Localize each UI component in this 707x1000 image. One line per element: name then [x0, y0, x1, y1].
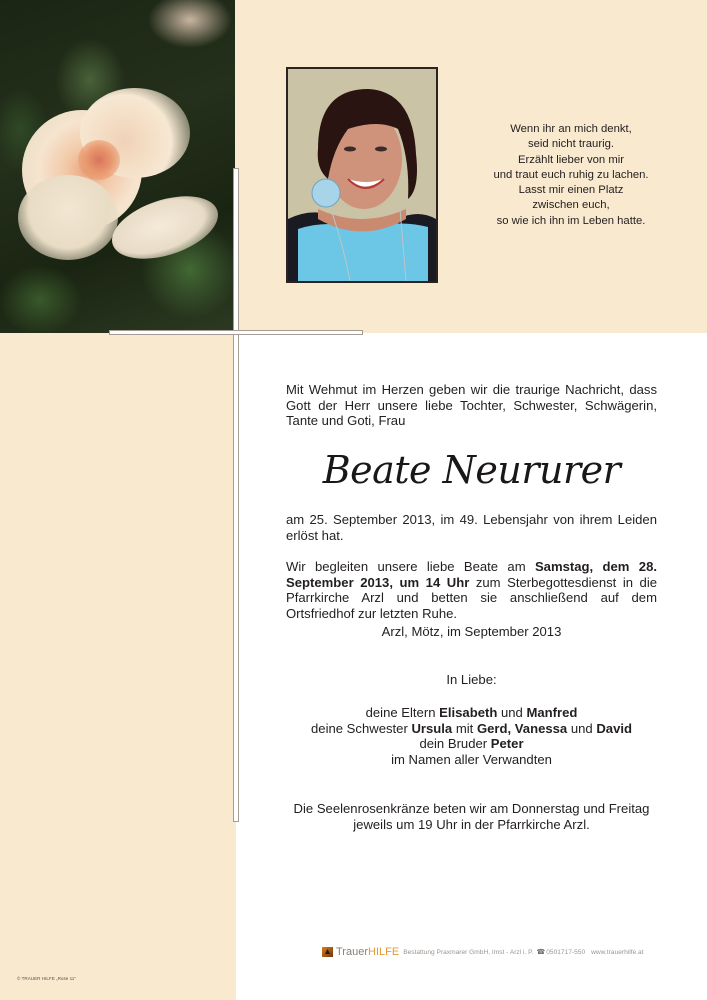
- mourner-sister: [266, 721, 677, 737]
- rosary-line: jeweils um 19 Uhr in der Pfarrkirche Arzl.: [353, 816, 590, 832]
- trauerhilfe-logo-icon: [322, 947, 333, 957]
- portrait-illustration: [288, 69, 436, 281]
- poem-line: Lasst mir einen Platz: [518, 184, 624, 197]
- phone-number: 0501717-550: [546, 948, 586, 956]
- website-link[interactable]: www.trauerhilfe.at: [591, 948, 644, 956]
- funeral-prefix: Wir begleiten unsere liebe Beate am: [286, 559, 535, 574]
- mourner-name: Peter: [490, 736, 524, 752]
- funeral-suffix: zum Sterbegottesdienst in die Pfarrkirche Arzl und betten sie anschließend auf dem Ortsfriedhof zur letzten Ruhe.: [286, 574, 658, 621]
- footer: [322, 945, 644, 959]
- cross-horizontal-bar: [109, 330, 363, 335]
- mourner-text: und: [567, 720, 597, 736]
- brand-name-part1: Trauer: [336, 946, 368, 958]
- mourner-name: Gerd, Vanessa: [476, 720, 568, 736]
- place-and-date: Arzl, Mötz, im September 2013: [381, 624, 562, 639]
- mourner-name: Ursula: [411, 720, 453, 736]
- mourner-text: dein Bruder: [419, 736, 491, 752]
- memorial-poem: [455, 122, 687, 229]
- poem-line: seid nicht traurig.: [527, 138, 615, 151]
- poem-line: so wie ich ihn im Leben hatte.: [496, 214, 646, 227]
- poem-line: Wenn ihr an mich denkt,: [510, 123, 632, 135]
- announcement-intro: Mit Wehmut im Herzen geben wir die traurige Nachricht, dass Gott der Herr unsere liebe Tochter, Schwester, Schwägerin, Tante und Goti, Frau: [286, 382, 657, 429]
- rosary-notice: [266, 801, 677, 832]
- cross-vertical-bar: [233, 168, 239, 822]
- mourner-name: David: [596, 720, 632, 736]
- mourner-text: mit: [452, 720, 477, 736]
- poem-line: Erzählt lieber von mir: [517, 153, 625, 166]
- funeral-date-time: Samstag, dem 28. September 2013, um 14 Uhr: [286, 559, 657, 590]
- rosary-line: Die Seelenrosenkränze beten wir am Donnerstag und Freitag: [293, 801, 650, 816]
- deceased-name: Beate Neururer: [322, 448, 621, 492]
- portrait-photo: [286, 67, 438, 283]
- mourners-list: [266, 705, 677, 767]
- mourner-brother: [266, 736, 677, 752]
- mourner-name: Manfred: [526, 705, 578, 720]
- death-date-text: am 25. September 2013, im 49. Lebensjahr von ihrem Leiden erlöst hat.: [286, 512, 657, 543]
- mourner-parents: [266, 705, 677, 721]
- mourner-name: Elisabeth: [439, 705, 498, 720]
- copyright-note: © TRAUER HILFE „Rose 11“: [17, 976, 76, 981]
- funeral-details: [286, 559, 657, 621]
- company-info: Bestattung Praxmarer GmbH, Imst - Arzl i. P.: [403, 948, 534, 956]
- mourner-text: und: [497, 705, 527, 720]
- brand-name-part2: HILFE: [368, 946, 400, 958]
- in-love-heading: In Liebe:: [446, 672, 497, 687]
- phone-icon: ☎: [536, 949, 546, 956]
- mourner-text: deine Eltern: [365, 705, 440, 720]
- poem-line: und traut euch ruhig zu lachen.: [493, 168, 649, 181]
- rose-photo: [0, 0, 235, 333]
- mourner-relatives: im Namen aller Verwandten: [391, 751, 552, 767]
- poem-line: zwischen euch,: [532, 199, 610, 212]
- mourner-text: deine Schwester: [311, 720, 412, 736]
